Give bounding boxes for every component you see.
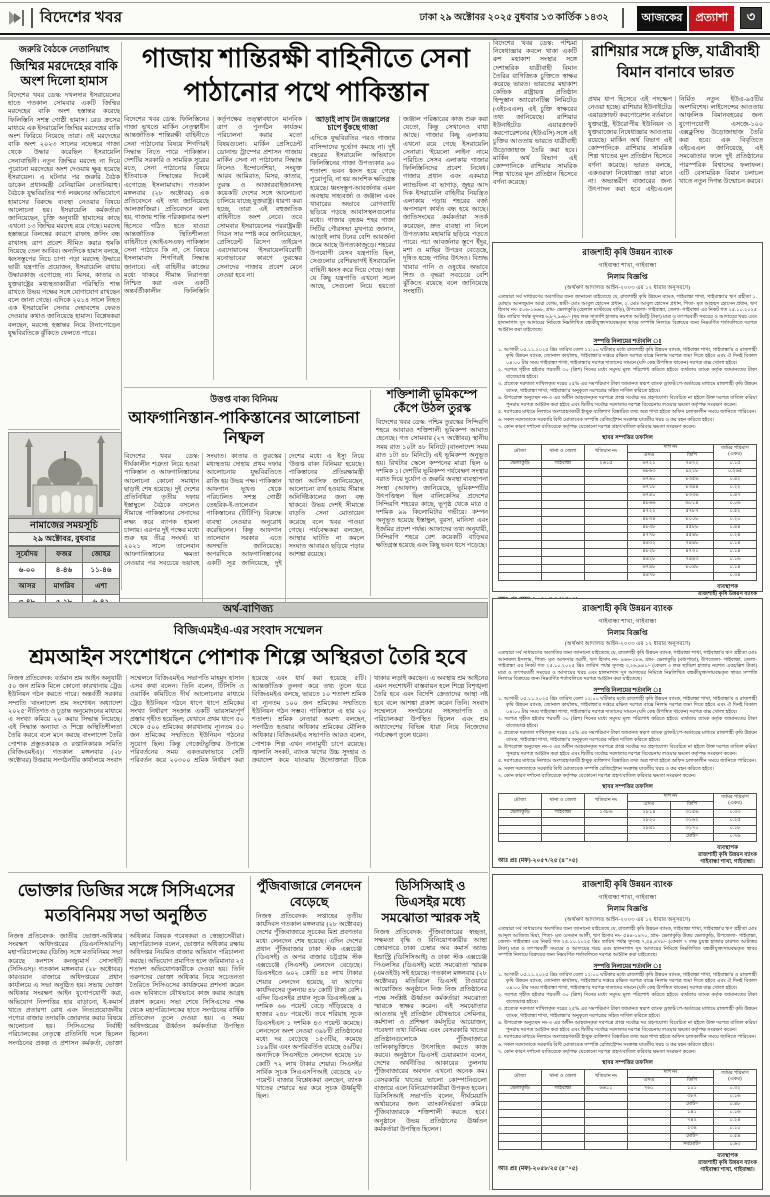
article-economy-kicker: বিজিএমইএ-এর সংবাদ সম্মেলন bbox=[173, 623, 323, 637]
notice1-terms-heading: সম্পত্তি নিলামের শর্তাবলি ঃ bbox=[593, 338, 662, 345]
article-hostage bbox=[8, 42, 120, 429]
notice1-branch: গাইবান্ধা শাখা, গাইবান্ধা bbox=[598, 262, 657, 269]
article-quake-headline: শক্তিশালী ভূমিকম্পে কেঁপে উঠল তুরস্ক bbox=[386, 389, 478, 415]
notice1-signature: ব্যবস্থাপক রাজশাহী কৃষি উন্নয়ন ব্যাংক bbox=[698, 583, 757, 597]
list-item: ৭. কোন কারণ দর্শানো ব্যতিরেকে কর্তৃপক্ষ যেকোনো দরপত্র গ্রহণ/বাতিল করিবার ক্ষমতা সংরক্ষণ করেন। bbox=[498, 774, 696, 780]
article-india bbox=[493, 40, 763, 238]
table-row: ২৩৪ ০.১০ bbox=[499, 1125, 757, 1133]
list-item: ৭. কোন কারণ দর্শানো ব্যতিরেকে কর্তৃপক্ষ যেকোনো দরপত্র গ্রহণ/বাতিল করিবার ক্ষমতা সংরক্ষণ করেন। bbox=[498, 425, 696, 431]
col-dp: ডিপি bbox=[671, 1077, 714, 1085]
article-hostage-headline: জিম্মির মরদেহের বাকি অংশ দিলো হামাস bbox=[10, 59, 118, 88]
notice3-ref-number: আঃ প্রঃ (মফ)-২০৫৮/২৫ (৪"×৫) bbox=[498, 1165, 578, 1172]
economy-section-bar: অর্থ-বাণিজ্য bbox=[8, 602, 488, 618]
col-khatian: খতিয়ান নং bbox=[585, 1069, 628, 1085]
dateline: ঢাকা ২৯ অক্টোবর ২০২৫ বুধবার ১৩ কার্তিক ১৪৩২ bbox=[419, 12, 609, 23]
notice1-intro: এতদ্বারা সর্ব সাধারণের অবগতির জন্য জানানো যাইতেছে যে, রাজশাহী কৃষি উন্নয়ন ব্যাংক, গাইবান্ধা শাখা, গাইবান্ধা'র ঋণ গ্রহীতা ১. মোছাঃ আনজুমান আরা বেগম, স্বামী- মোঃ আবুল হোসেন প্রধান, ২. মোঃ আবুল হোসেন প্রধান, পিতা- মৃত আহম্মদ হোসেন প্রধান, ঋণ হিসাব নং- ৫০৬-১৬৬৮, গ্রাম- ভেলাকুড়ি (হেলাল মাস্টারের বাড়ি), উপজেলা- গাইবান্ধা, জেলা- গাইবান্ধা এর নিকট গত ২৫.১০.২০২৫ খ্রিঃ তারিখ পর্যন্ত সুদসহ ৬,৮৭,৯৬৮/- (ছয় লক্ষ সাতাশি হাজার নয়শত আটষট্টি টাকা) মাত্র ও তৎপরবর্তী সময়ের ও আদায়ের খরচ এবং হালনাগাদ সুদ আদায়ের নিমিত্তে নিম্নলিখিত বন্ধকীযুক্ত/দায়বদ্ধকৃত স্থাবর সম্পত্তি নিলামে বিক্রয়ের জন্য নিম্নবর্ণিত শর্তাবলিতে দরপত্র আহ্বান করা যাইতেছে। bbox=[498, 295, 757, 333]
col-thana: থানা ও জেলা bbox=[542, 793, 585, 809]
table-row: ৬৭৪৮ ৮০৪৮ ০.১৪ bbox=[499, 564, 757, 572]
article-consumer-headline: ভোক্তার ডিজির সঙ্গে সিসিএসের মতবিনিময় সভা অনুষ্ঠিত bbox=[17, 881, 235, 925]
rule-under-hostage bbox=[8, 429, 120, 430]
table-row: ২৮২০ ৩১৬২ ০.২৫ bbox=[499, 817, 757, 825]
list-item: ১. আগামী ০৫.১১.২০২৫ খ্রিঃ তারিখ বেলা ১২:০০ ঘটিকার মধ্যে রাজশাহী কৃষি উন্নয়ন ব্যাংক, গাইবান্ধা শাখা, গাইবান্ধা'র ও রাজশাহী কৃষি উন্নয়ন ব্যাংক, জোনাল কার্যালয়, গাইবান্ধা'র দপ্তরে রক্ষিত দরপত্র বাক্সে নিলাম দরপত্র জমা দিতে হইবে এবং ঐ দিনই বিকাল ০৪:০০ টার সময় গাইবান্ধা শাখা, গাইবান্ধা'র দরপত্র দাতাদের সামনে (যদি কেহ উপস্থিত থাকেন) দরপত্র বাক্স খোলা হইবে। bbox=[498, 696, 757, 715]
table-row: ৪৭৭৮ ৫৫৪৮ ০.২৪ bbox=[499, 532, 757, 540]
list-item: ৬. সকল দরদাতাকে সরকারি বিধি মোতাবেক সম্পত্তি রেজিস্ট্রেশন সংক্রান্ত যাবতীয় খরচ ও কর বহন করিতে হইবে। bbox=[498, 417, 714, 423]
col-sa: এসএ bbox=[628, 801, 671, 809]
notice1-property-table bbox=[498, 444, 757, 581]
table-row: ৪৮৩৪ ৮০০৮ ০.২০ bbox=[499, 516, 757, 524]
article-stock-headline: পুঁজিবাজারে লেনদেন বেড়েছে bbox=[256, 879, 362, 909]
column-rule-quake bbox=[370, 390, 371, 596]
col-dag: দাগ নং bbox=[628, 793, 714, 801]
auction-notice-3 bbox=[492, 874, 763, 1190]
col-dp: ডিপি bbox=[671, 801, 714, 809]
notice3-terms-heading: সম্পত্তি নিলামের শর্তাবলি ঃ bbox=[593, 963, 662, 970]
notice3-conditions bbox=[498, 973, 757, 1057]
article-india-body: প্রথম ধাপ হিসেবে এই পদক্ষেপ নেওয়া হচ্ছে। রাশিয়ার ইউনাইটেড এয়ারক্রাফট করপোরেশন বর্তমানে যুক্তরাষ্ট্র, ইউরোপীয় ইউনিয়ন ও যুক্তরাজ্যের নিষেধাজ্ঞার আওতায় রয়েছে। মার্কিন অর্থ বিভাগ এই কোম্পানিকে রাশিয়ার সামরিক শিল্প খাতের মূল প্রতিষ্ঠান হিসেবে বর্ণনা করেছে। ভারত বলছে, একতরফা নিষেধাজ্ঞা তারা মানে না। অভ্যন্তরীণ বাজারের জন্য উৎপাদন করা হবে এইচএএল নির্মিত নতুন ইউএ‑৯৫টির অংশবিশেষ। লাইসেন্সের আওতায় আঞ্চলিক বিমানবহরের জন্য যুগোপযোগী এসজে‑১০০ এক্সক্লুসিভ উড়োজাহাজ তৈরি করা হবে। এক বিবৃতিতে এইচএএল জানিয়েছে, এই সমঝোতার ফলে দুই প্রতিষ্ঠানের পারস্পরিক বিশ্বাসের ফলাফল। এটি বেসামরিক বিমান চলাচল খাতে নতুন দিগন্ত উন্মোচন করবে। bbox=[588, 96, 763, 194]
article-quake-body: বিদেশের খবর ডেস্ক: পশ্চিম তুরস্কের সিন্দিরগি শহরে আবারও শক্তিশালী ভূমিকম্প আঘাত হেনেছে। গত সোমবার (২৭ অক্টোবর) স্থানীয় সময় রাত ১০টা ৪৮ মিনিটে (বাংলাদেশ সময় রাত ১টা ৪৮ মিনিটে) এই ভূমিকম্প অনুভূত হয়। রিখটার স্কেলে কম্পনের মাত্রা ছিল ৬ দশমিক ১। দেশটির ভূমিকম্প পর্যবেক্ষণ সংস্থার বরাত দিয়ে দুর্যোগ ও জরুরি অবস্থা ব্যবস্থাপনা সংস্থা (আফাদ) জানিয়েছে, ভূমিকম্পটির উৎপত্তিস্থল ছিল বালিকেসির প্রদেশের সিন্দিরগি শহরের কাছে, ভূপৃষ্ঠ থেকে মাত্র ৫ দশমিক ৯৯ কিলোমিটার গভীরে। কম্পন অনুভূত হয়েছে ইস্তাম্বুল, বুরসা, মানিসা এবং ইজমির প্রদেশ পর্যন্ত। আফাদের তথ্য অনুযায়ী, সিন্দিরগি শহরে বেশ কয়েকটি বাড়িঘর ক্ষতিগ্রস্ত হয়েছে এবং কিছু ভবন ধসে পড়েছে। bbox=[376, 419, 488, 550]
table-row: ৬-০০ ৪-৪৬ ১১-৪৬ bbox=[9, 563, 120, 579]
table-row: ৪৪২৮ ৭৪৪৩ ০.১৬ bbox=[499, 556, 757, 564]
table-row: ৬৭৬০ ৮৩৫৬ ০.৪২ bbox=[499, 476, 757, 484]
notice2-title: নিলাম বিজ্ঞপ্তি bbox=[607, 629, 648, 637]
table-row: ৪৮২৮ ৪৭৩১ ০.১৪ bbox=[499, 548, 757, 556]
notice3-bank-name: রাজশাহী কৃষি উন্নয়ন ব্যাংক bbox=[582, 879, 673, 889]
article-hostage-kicker: জরুরি বৈঠকে নেতানিয়াহু bbox=[18, 44, 110, 54]
list-item: ১. আগামী ০৫.১১.২০২৫ খ্রিঃ তারিখ বেলা ১২:০০ ঘটিকার মধ্যে রাজশাহী কৃষি উন্নয়ন ব্যাংক, গাইবান্ধা শাখা, গাইবান্ধা'র ও রাজশাহী কৃষি উন্নয়ন ব্যাংক, জোনাল কার্যালয়, গাইবান্ধা'র দপ্তরে রক্ষিত দরপত্র বাক্সে নিলাম দরপত্র জমা দিতে হইবে এবং ঐ দিনই বিকাল ০৪:০০ টার সময় গাইবান্ধা শাখা, গাইবান্ধা'র দরপত্র দাতাদের সামনে (যদি কেহ উপস্থিত থাকেন) দরপত্র বাক্স খোলা হইবে। bbox=[498, 972, 757, 991]
table-row: মোট= ০.৪৮ bbox=[499, 1101, 757, 1109]
notice2-table-caption: স্থাবর সম্পত্তির তফসিল bbox=[602, 783, 653, 790]
masthead-logo bbox=[637, 6, 734, 31]
section-label: বিদেশের খবর bbox=[40, 9, 123, 26]
article-quake bbox=[376, 388, 488, 605]
table-row: সূর্যোদয় ফজর জোহর bbox=[9, 547, 120, 563]
col-area: জমির পরিমাণ (একর) bbox=[714, 1069, 757, 1085]
table-row: ৬৭৪০ ৮৩৩৬ ০.৪৭ bbox=[499, 492, 757, 500]
article-india-col-rule bbox=[582, 40, 583, 238]
table-row: ভেলাকুড়ি গাইবান্ধা ১৩৮৬ ২৮১৪ ৩১৫৬ ০.৩৩ bbox=[499, 809, 757, 817]
notice3-law-reference: (অর্থঋণ আদালত আইন-২০০৩ এর ১২ ধারার অনুসরণে) bbox=[565, 917, 690, 923]
column-rule-bottom1 bbox=[250, 876, 251, 1190]
top-border bbox=[0, 2, 770, 3]
notice2-terms-heading: সম্পত্তি নিলামের শর্তাবলি ঃ bbox=[593, 687, 662, 694]
table-row: মোট= ০.৭৬ bbox=[499, 833, 757, 841]
notice1-table-caption: স্থাবর সম্পত্তির তফসিল bbox=[602, 434, 653, 441]
article-gaza-rest: এদিকে যুদ্ধবিরতির পরও গাজার বাসিন্দাদের দুর্ভোগ কমছে না। দুই বছরের ইসরায়েলি অভিযানে ফিলিস্তিনের গাজা উপত্যকার ৯০ শতাংশ ভবন ধ্বংস হয়ে গেছে পুরোপুরি, না হয় আংশিক ক্ষতিগ্রস্ত হয়েছে। ধ্বংসস্তূপ-আবর্জনায় এমন অবস্থায় দাহ্যবর্জ্য ও জঞ্জাল এবং খাবারের অভাবে রোগব্যাধি ছড়িয়ে পড়ছে আবাসস্থলগুলোর মধ্যে। গাজার বৃহত্তম শহর গাজা সিটির পৌরসভা মুখপাত্র জানান, আড়াই লাখ টনের বেশি আবর্জনা জমে আছে উপত্যকাজুড়ে। শহরের উপযোগী যেসব যন্ত্রপাতি ছিল, সেগুলোর বেশিরভাগই ইসরায়েলি বাহিনী ধ্বংস করে দিয়ে গেছে। অল্প যে কিছু যন্ত্রপাতি এখনো সচল আছে, সেগুলো নিয়ে হয়তো জঞ্জাল পরিষ্কারের কাজ শুরু করা যেতো, কিন্তু সেখানেও বাধা আছে। গাজার কিছু এলাকায় এখনো রয়ে গেছে ইসরায়েলি সেনারা। 'ইয়েলো লাইন' নামে পরিচিত সেসব এলাকায় গাজার ফিলিস্তিনিদের প্রবেশ নিষেধ। গাজার প্রধান এবং একমাত্র ল্যান্ডফিল বা ভাগাড়, জুহর আদ দিক ইসরায়েলি বাহিনীর নিয়ন্ত্রিত এলাকায় পড়ায় শহরের বর্জ্য অপসারণ কার্যত বন্ধ হয়ে আছে। জাতিসংঘের কর্মকর্তারা সতর্ক করেছেন, দ্রুত ব্যবস্থা না নিলে উপত্যকায় মহামারি ছড়িয়ে পড়তে পারে। পচা আবর্জনার স্তূপে ইঁদুর, মশা ও মাছির উপদ্রব বেড়েছে, দূষিত হচ্ছে পানির উৎসও। বিশুদ্ধ খাবার পানি ও ওষুধের অভাবে শিশু ও বৃদ্ধরা সবচেয়ে বেশি ঝুঁকিতে রয়েছে বলে জানিয়েছে সংস্থাটি। bbox=[310, 116, 488, 296]
list-item: ৩. প্রত্যেক দরদাতা দাখিলকৃত দরের ২৫% এর সমপরিমাণ টাকা জামানত স্বরূপ ব্যাংক ড্রাফট/পে-অর্ডারের মাধ্যমে রাজশাহী কৃষি উন্নয়ন ব্যাংক, গাইবান্ধা শাখা, গাইবান্ধা'র অনুকূলে দরপত্রের সহিত দাখিল করিতে হইবে। bbox=[498, 1007, 757, 1019]
table-row: ২৮৪১ ৩১৭০ ০.১৮ bbox=[499, 825, 757, 833]
col-thana: থানা ও জেলা bbox=[542, 444, 585, 460]
article-dcci-headline: ডিসিসিআই ও ডিএসইর মধ্যে সমঝোতা স্মারক সই bbox=[381, 879, 480, 925]
mosque-photo bbox=[8, 432, 122, 520]
article-economy bbox=[8, 622, 488, 868]
table-row: ৬৭১৮ ৮৩৪৪ ০.২২ bbox=[499, 484, 757, 492]
col-area: জমির পরিমাণ (একর) bbox=[714, 793, 757, 809]
list-item: ৩. প্রত্যেক দরদাতা দাখিলকৃত দরের ২৫% এর সমপরিমাণ টাকা জামানত স্বরূপ ব্যাংক ড্রাফট/পে-অর্ডারের মাধ্যমে রাজশাহী কৃষি উন্নয়ন ব্যাংক, গাইবান্ধা শাখা, গাইবান্ধা'র অনুকূলে দরপত্রের সহিত দাখিল করিতে হইবে। bbox=[498, 731, 757, 743]
notice1-bank-name: রাজশাহী কৃষি উন্নয়ন ব্যাংক bbox=[582, 247, 673, 257]
article-stock-body: নিজস্ব প্রতিবেদক: সপ্তাহের তৃতীয় কার্যদিবস গতকাল মঙ্গলবার (২৮ অক্টোবর) দেশের পুঁজিবাজারে সূচকের মিশ্র প্রবণতার মধ্যে লেনদেন শেষ হয়েছে। এদিন দেশের প্রধান পুঁজিবাজার ঢাকা স্টক এক্সচেঞ্জ (ডিএসই) ও অপর বাজার চট্টগ্রাম স্টক এক্সচেঞ্জে (সিএসই) লেনদেন বেড়েছে। ডিএসইতে ৬০২ কোটি ৪৫ লাখ টাকার শেয়ার লেনদেন হয়েছে, যা আগের কার্যদিবসের তুলনায় ৪৮ কোটি টাকা বেশি। এদিন ডিএসইর প্রধান সূচক ডিএসইএক্স ৯ দশমিক ৬৬ পয়েন্ট বেড়ে দাঁড়িয়েছে ৫ হাজার ২৪৮ পয়েন্টে। তবে শরিয়াহ সূচক ডিএসইএস ১ দশমিক ৪৩ পয়েন্ট কমেছে। লেনদেনে অংশ নেওয়া ৩৯৮টি প্রতিষ্ঠানের মধ্যে দর বেড়েছে ১৫৩টির, কমেছে ১৮৯টির এবং অপরিবর্তিত রয়েছে ৫৬টির। অন্যদিকে সিএসইতে লেনদেন হয়েছে ১৮ কোটি ৭২ লাখ টাকার শেয়ার। সিএসইর সার্বিক সূচক সিএএসপিআই বেড়েছে ২৮ পয়েন্ট। বাজার বিশ্লেষকরা বলছেন, ব্যাংক খাতের শেয়ারে ভর করে সূচক ঊর্ধ্বমুখী ছিল। bbox=[256, 913, 362, 1101]
col-mouza: মৌজা bbox=[499, 1069, 542, 1085]
notice2-ref-number: আঃ প্রঃ (মফ)-২০৫৭/২৫ (৪"×৫) bbox=[498, 857, 578, 864]
col-dp: ডিপি bbox=[671, 452, 714, 460]
list-item: ৬. সকল দরদাতাকে সরকারি বিধি মোতাবেক সম্পত্তি রেজিস্ট্রেশন সংক্রান্ত যাবতীয় খরচ ও কর বহন করিতে হইবে। bbox=[498, 766, 714, 772]
auction-notice-1 bbox=[492, 242, 763, 597]
notice2-intro: এতদ্বারা সর্ব সাধারণের অবগতির জন্য জানানো যাইতেছে যে, রাজশাহী কৃষি উন্নয়ন ব্যাংক, গাইবান্ধা শাখা, গাইবান্ধা'র ঋণ গ্রহীতা মোঃ আনারুল ইসলাম, পিতা- মৃত আফসার আলী, ঋণ হিসাব নং- ৪৬৬-২৮৬, গ্রাম- ভেলাকুড়ি (মধ্যপাড়া), উপজেলা- গাইবান্ধা, জেলা- গাইবান্ধা এর নিকট গত ২৫.১০.২০২৫ খ্রিঃ তারিখ পর্যন্ত সুদসহ ৩,২৬,৯৪১/- (কেবল ৩ লক্ষ ছাব্বিশ হাজার নয়শত একচল্লিশ টাকা) মাত্র ও তৎপরবর্তী সময়ের ও আদায়ের খরচ এবং হালনাগাদ সুদ আদায়ের নিমিত্তে নিম্নলিখিত বন্ধকীযুক্ত/দায়বদ্ধকৃত স্থাবর সম্পত্তি নিলামে বিক্রয়ের জন্য নিম্নবর্ণিত শর্তাবলিতে দরপত্র আহ্বান করা যাইতেছে। bbox=[498, 651, 757, 683]
col-khatian: খতিয়ান নং bbox=[585, 793, 628, 809]
rule-above-bottom bbox=[8, 872, 488, 873]
article-india-headline: রাশিয়ার সঙ্গে চুক্তি, যাত্রীবাহী বিমান বানাবে ভারত bbox=[591, 44, 760, 81]
article-dcci-body: নিজস্ব প্রতিবেদক: পুঁজিবাজারের স্বচ্ছতা, সক্ষমতা বৃদ্ধি ও বিনিয়োগকারীর আস্থা জোরদারে ঢাকা চেম্বার অব কমার্স অ্যান্ড ইন্ডাস্ট্রি (ডিসিসিআই) ও ঢাকা স্টক এক্সচেঞ্জ পিএলসির (ডিএসই) মধ্যে সমঝোতা স্মারক (এমওইউ) সই হয়েছে। গতকাল মঙ্গলবার (২৮ অক্টোবর) মতিঝিলে ডিএসই টাওয়ারে আয়োজিত অনুষ্ঠানে নিজ নিজ প্রতিষ্ঠানের পক্ষে সংশ্লিষ্ট ঊর্ধ্বতন কর্মকর্তারা সমঝোতা স্মারকে স্বাক্ষর করেন। এই সমঝোতার আওতায় দুই প্রতিষ্ঠান যৌথভাবে সেমিনার, কর্মশালা ও প্রশিক্ষণ কর্মসূচির আয়োজন, গবেষণা তথ্য বিনিময় এবং বেসরকারি খাতের প্রতিষ্ঠানগুলোকে পুঁজিবাজারে তালিকাভুক্তিতে উৎসাহিত করতে কাজ করবে। অনুষ্ঠানে ডিএসই চেয়ারম্যান বলেন, দেশের অর্থনীতির আকারের তুলনায় পুঁজিবাজারের অবদান এখনো অনেক কম। বেসরকারি খাতের ভালো কোম্পানিগুলো বাজারে এলে বিনিয়োগকারীরা উপকৃত হবেন। ডিসিসিআই সভাপতি বলেন, দীর্ঘমেয়াদি অর্থায়নের জন্য ব্যাংকনির্ভরতা কমিয়ে পুঁজিবাজারকে শক্তিশালী করতে হবে। অনুষ্ঠানে উভয় প্রতিষ্ঠানের ঊর্ধ্বতন কর্মকর্তারা উপস্থিত ছিলেন। bbox=[374, 929, 487, 1133]
notice2-bank-name: রাজশাহী কৃষি উন্নয়ন ব্যাংক bbox=[582, 603, 673, 613]
notice2-conditions bbox=[498, 697, 757, 781]
list-item: ৫. দরপত্রের মাধ্যমে নিলামে অংশগ্রহণকারী ইচ্ছুক ব্যক্তিগণ বিস্তারিত তথ্য অত্র শাখা হইতে অফিস চলাকালীন সময়ে জানিতে পারিবেন। bbox=[498, 759, 757, 765]
article-consumer bbox=[8, 878, 244, 1161]
list-item: ৪. উপরোক্ত অনুচ্ছেদ নং-৩ এর অধীন আহবানকৃত দরপত্রে প্রাপ্ত সর্বোচ্চ দর গ্রহণযোগ্য বিবেচিত না হইলে উক্ত দরপত্র বাতিল করিয়া পুনরায় দরপত্র আহ্বান করা হইবে এবং দ্বিতীয় সর্বোচ্চ দরদাতার দরপত্র বিবেচনায় লওয়ার ক্ষমতা কর্তৃপক্ষ সংরক্ষণ করেন। bbox=[498, 1021, 757, 1033]
notice2-law-reference: (অর্থঋণ আদালত আইন-২০০৩ এর ১২ ধারার অনুসরণে) bbox=[565, 641, 690, 647]
table-row: আসর মাগরিব এশা bbox=[9, 579, 120, 595]
list-item: ১. আগামী ০৫.১১.২০২৫ খ্রিঃ তারিখ বেলা ১২:০০ ঘটিকার মধ্যে রাজশাহী কৃষি উন্নয়ন ব্যাংক, গাইবান্ধা শাখা, গাইবান্ধা'র ও রাজশাহী কৃষি উন্নয়ন ব্যাংক, জোনাল কার্যালয়, গাইবান্ধা'র দপ্তরে রক্ষিত দরপত্র বাক্সে নিলাম দরপত্র জমা দিতে হইবে এবং ঐ দিনই বিকাল ০৪:০০ টার সময় গাইবান্ধা শাখা, গাইবান্ধা'র দরপত্র দাতাদের সামনে (যদি কেহ উপস্থিত থাকেন) দরপত্র বাক্স খোলা হইবে। bbox=[498, 347, 757, 366]
notice3-table-caption: স্থাবর সম্পত্তির তফসিল bbox=[602, 1059, 653, 1066]
column-rule-bottom2 bbox=[368, 876, 369, 1190]
col-dag: দাগ নং bbox=[628, 444, 714, 452]
article-consumer-body: নিজস্ব প্রতিবেদক: জাতীয় ভোক্তা-অধিকার সংরক্ষণ অধিদপ্তরের (ডিএনসিআরপি) মহাপরিচালকের (ডিজি) সঙ্গে মতবিনিময় সভা করেছে কনশাস কনজ্যুমার্স সোসাইটি (সিসিএস)। গতকাল মঙ্গলবার (২৮ অক্টোবর) কারওয়ান বাজারে অধিদপ্তরের প্রধান কার্যালয়ে এ সভা অনুষ্ঠিত হয়। সভায় ভোক্তা অধিকার সংরক্ষণ আইন যুগোপযোগী করা, অভিযোগ নিষ্পত্তির হার বাড়ানো, ই-কমার্স খাতে প্রতারণা রোধ এবং নিত্যপ্রয়োজনীয় পণ্যের বাজার তদারকি জোরদার করার বিষয়ে আলোচনা হয়। সিসিএসের নির্বাহী পরিচালকের নেতৃত্বে প্রতিনিধি দলে ছিলেন সংগঠনের প্রকল্প ও প্রশাসন কর্মকর্তা, ভোক্তা অধিকার বিষয়ক গবেষকরা ও স্বেচ্ছাসেবীরা। মহাপরিচালক বলেন, ভোক্তার অধিকার রক্ষায় অধিদপ্তর নিয়মিত বাজার অভিযান পরিচালনা করছে। অভিযোগ প্রমাণিত হলে জরিমানার ২৫ শতাংশ অভিযোগকারীকে দেওয়া হয়। তিনি তরুণদের ভোক্তা অধিকার নিয়ে সচেতনতা তৈরিতে সিসিএসের কার্যক্রমের প্রশংসা করেন এবং ভবিষ্যতে যৌথভাবে কাজ করার আগ্রহ প্রকাশ করেন। সভা শেষে সিসিএসের পক্ষ থেকে মহাপরিচালকের হাতে সংগঠনের বার্ষিক প্রতিবেদন তুলে দেওয়া হয়। এ সময় অধিদপ্তরের ঊর্ধ্বতন কর্মকর্তারা উপস্থিত ছিলেন। bbox=[8, 933, 244, 1047]
article-economy-body: নিজস্ব প্রতিবেদক: বর্তমান শ্রম আইন অনুযায়ী ৫০ জন শ্রমিক মিলে কোনো কারখানায় ট্রেড ইউনিয়ন গঠন করতে পারে। অন্তর্বর্তী সরকার সম্প্রতি 'বাংলাদেশ শ্রম সংশোধন অধ্যাদেশ ২০২৫' নীতিগত ও চূড়ান্ত অনুমোদনের মাধ্যমে এ সংখ্যা কমিয়ে ২০ করার সিদ্ধান্ত নিয়েছে। এই সিদ্ধান্ত অন্যায্য ও শিল্পে অস্থিতিশীলতা তৈরি করবে বলে মনে করছে বাংলাদেশ তৈরি পোশাক প্রস্তুতকারক ও রপ্তানিকারক সমিতি (বিজিএমইএ)। গতকাল মঙ্গলবার (২৮ অক্টোবর) উত্তরায় সংগঠনটির কার্যালয়ে সংবাদ সম্মেলনে বিজিএমইএ সভাপতি মাহমুদ হাসান এসব কথা বলেন। তিনি বলেন, টিসিসি ও ওয়ার্কিং কমিটিতে দীর্ঘ আলোচনার মাধ্যমে ট্রেড ইউনিয়ন গঠনে ধাপে ধাপে শ্রমিকের সংখ্যা নির্ধারণ সংক্রান্ত একটি ভারসাম্যপূর্ণ প্রস্তাব গৃহীত হয়েছিল; যেখানে প্রথম ধাপে ৫০ থেকে ৫০০ শ্রমিকের কারখানায় ন্যূনতম ৫০ জন শ্রমিকের সম্মতিতে ইউনিয়ন গঠনের সুযোগ ছিল। কিন্তু গেজেটভুক্তির উপান্তে পরিবর্তনের সময় একতরফাভাবে সেটি পরিবর্তন করে ২০৩০০ শ্রমিক নির্ধারণ করা হয়েছে এবং ধার্য করা হয়েছে ৫টি। আন্তর্জাতিক তুলনা করে তথ্য তুলে ধরে বিজিএমইএ বলছে, ভারতে ১০ শতাংশ শ্রমিক বা ন্যূনতম ১০০ জন শ্রমিকের সম্মতিতে ইউনিয়ন গঠন সম্ভব। পাকিস্তানে এ হার ২০ শতাংশ। শ্রমিক নেতারা অবশ্য বলছেন, সংগঠিত হওয়ার অধিকার শ্রমিকের মৌলিক অধিকার। বিজিএমইএ সভাপতি আরও বলেন, পোশাক শিল্প এখন নানামুখী চাপে রয়েছে। জ্বালানি সংকট, ব্যাংক ঋণের উচ্চ সুদহার ও ক্রয়াদেশ কমে যাওয়ায় উদ্যোক্তারা টিকে থাকার লড়াই করছেন। এ অবস্থায় শ্রম আইনের এমন সংশোধনী বাস্তবায়ন হলে শিল্পে বিশৃঙ্খলা তৈরি হবে এবং বিদেশি ক্রেতাদের আস্থা নষ্ট হবে বলে আশঙ্কা প্রকাশ করেন তিনি। সংবাদ সম্মেলনে সংগঠনের সহসভাপতি ও পরিচালকরা উপস্থিত ছিলেন এবং শ্রম অধ্যাদেশের বিভিন্ন ধারা নিয়ে নিজেদের পর্যবেক্ষণ তুলে ধরেন। bbox=[8, 675, 488, 765]
col-mouza: মৌজা bbox=[499, 444, 542, 460]
list-item: ৬. সকল দরদাতাকে সরকারি বিধি মোতাবেক সম্পত্তি রেজিস্ট্রেশন সংক্রান্ত যাবতীয় খরচ ও কর বহন করিতে হইবে। bbox=[498, 1042, 714, 1048]
notice1-conditions bbox=[498, 348, 757, 432]
table-row: সর্বমোট= ০.৬৩ bbox=[499, 1141, 757, 1149]
list-item: ৩. প্রত্যেক দরদাতা দাখিলকৃত দরের ২৫% এর সমপরিমাণ টাকা জামানত স্বরূপ ব্যাংক ড্রাফট/পে-অর্ডারের মাধ্যমে রাজশাহী কৃষি উন্নয়ন ব্যাংক, গাইবান্ধা শাখা, গাইবান্ধা'র অনুকূলে দরপত্রের সহিত দাখিল করিতে হইবে। bbox=[498, 382, 757, 394]
article-afghan bbox=[124, 392, 364, 613]
article-economy-headline: শ্রমআইন সংশোধনে পোশাক শিল্পে অস্থিরতা তৈরি হবে bbox=[29, 645, 467, 669]
header-divider bbox=[31, 8, 33, 28]
col-khatian: খতিয়ান নং bbox=[585, 444, 628, 460]
col-thana: থানা ও জেলা bbox=[542, 1069, 585, 1085]
header-rule-dark bbox=[0, 33, 770, 35]
article-afghan-body: বিদেশের খবর ডেস্ক: দীর্ঘকালীন শত্রুতা নিয়ে হওয়া পাকিস্তান ও আফগানিস্তানের আলোচনা কোনো সমাধান ছাড়াই শেষ হয়েছে। দুই দেশের প্রতিনিধিরা তৃতীয় দফায় ইস্তাম্বুলে বৈঠকে বসলেও সীমান্তে পাকিস্তানের সেনাদের লক্ষ্য করে ব্যাপক হামলা চালায়। এরপর দুই পক্ষের মধ্যে শুরু হয় তীব্র সংঘর্ষ। যা ২০২১ সালে তালেবান আফগানিস্তানের ক্ষমতা নেওয়ার পর সবচেয়ে ভয়াবহ সংঘাত। কাতার ও তুরস্কের মধ্যস্থতায় দোহায় প্রথম দফার আলোচনায় যুদ্ধবিরতিতে রাজি হয় উভয় পক্ষ। পাকিস্তান আফগান ভূখণ্ড থেকে পরিচালিত সশস্ত্র গোষ্ঠী তেহরিক-ই-তালেবান পাকিস্তানের (টিটিপি) বিরুদ্ধে ব্যবস্থা নেওয়ার অনুরোধ করেছিলেন। কিন্তু আফগান তালেবান সরকার এতে অসম্মতি জানিয়েছে। অপরদিকে আফগানিস্তানের একটি সূত্র জানিয়েছে, দুই দেশের মধ্যে এ ইস্যু নিয়ে 'উত্তপ্ত বাক্য বিনিময়' হয়েছে। পাকিস্তানের প্রতিরক্ষামন্ত্রী খাজা আসিফ জানিয়েছেন, আলোচনা ব্যর্থ হওয়ায় সীমান্ত অনির্দিষ্টকালের জন্য বন্ধ থাকবে। উভয় দেশই সীমান্তে বাড়তি সেনা মোতায়েন করেছে বলে খবর পাওয়া গেছে। পর্যবেক্ষকরা বলছেন, আস্থার ঘাটতি না কমলে সংঘাত আবারও ছড়িয়ে পড়ার আশঙ্কা রয়েছে। bbox=[124, 453, 364, 567]
list-item: ২. দরপত্র গৃহীত হইবার পরবর্তী ৩০ (ত্রিশ) দিনের মধ্যে সমুদয় মূল্য পরিশোধ করিতে হইবে। ব্যর্থতায় ব্যাংক কর্তৃক জামানতের টাকা বাজেয়াপ্ত হইবে। bbox=[498, 993, 757, 1005]
article-gaza-headline: গাজায় শান্তিরক্ষী বাহিনীতে সেনা পাঠানোর পথে পাকিস্তান bbox=[141, 44, 471, 107]
table-row: ৪৪৭৮ ০.৩৪ bbox=[499, 572, 757, 580]
article-gaza-body bbox=[124, 116, 488, 380]
masthead-divider bbox=[622, 8, 624, 28]
list-item: ৫. দরপত্রের মাধ্যমে নিলামে অংশগ্রহণকারী ইচ্ছুক ব্যক্তিগণ বিস্তারিত তথ্য অত্র শাখা হইতে অফিস চলাকালীন সময়ে জানিতে পারিবেন। bbox=[498, 1035, 757, 1041]
prayer-schedule-title: নামাজের সময়সূচি bbox=[8, 518, 120, 533]
masthead-word-red: প্রত্যাশা bbox=[689, 6, 734, 31]
notice2-property-table bbox=[498, 793, 757, 842]
table-row: ভেলাকুড়ি গাইবান্ধা ৬৬১১ ৭৬১ ১০১ ০.৩২ bbox=[499, 1085, 757, 1093]
table-row: ৪৮৩৮ ৫৫৮৮ ০.৪৪ bbox=[499, 524, 757, 532]
notice1-law-reference: (অর্থঋণ আদালত আইন-২০০৩ এর ১২ ধারার অনুসরণে) bbox=[565, 285, 690, 291]
notice3-title: নিলাম বিজ্ঞপ্তি bbox=[607, 905, 648, 913]
article-stock bbox=[256, 878, 362, 1185]
section-flag-icon bbox=[8, 9, 24, 27]
table-row: ৪৮৬৬ ৬০১৪ ০.০৬ bbox=[499, 500, 757, 508]
column-rule-right bbox=[489, 42, 490, 1190]
col-sa: এসএ bbox=[628, 1077, 671, 1085]
notice2-signature: ব্যবস্থাপক রাজশাহী কৃষি উন্নয়ন ব্যাংক গাইবান্ধা শাখা, গাইবান্ধা। bbox=[698, 844, 757, 865]
article-india-lead: বিদেশের খবর ডেস্ক: পশ্চিমা নিষেধাজ্ঞার কবলে থাকা একটি রুশ মহাকাশ সংস্থার সঙ্গে দেশান্তরিক যাত্রীবাহী বিমান তৈরির বাণিজ্যিক চুক্তিতে স্বাক্ষর করেছে ভারত। ভারতের মহাকাশ কেন্দ্রিক রাষ্ট্রায়ত্ত প্রতিষ্ঠান হিন্দুস্তান অ্যারোনটিক্স লিমিটেড (এইচএএল) এই চুক্তি স্বাক্ষরের তথ্য জানিয়েছে। রাশিয়ার ইউনাইটেড এয়ারক্রাফট করপোরেশনের (ইউএসি) সঙ্গে এই চুক্তির আওতায় ভারতে যাত্রীবাহী উড়োজাহাজ তৈরি করা হবে। মার্কিন অর্থ বিভাগ এই কোম্পানিকে রাশিয়ার সামরিক শিল্প খাতের মূল প্রতিষ্ঠান হিসেবে বর্ণনা করেছে। bbox=[493, 40, 577, 187]
table-row: ভেলাকুড়ি গাইবান্ধা ২৬১৫ ৬৭২১ ৭৪৭২ ০.১৫ bbox=[499, 460, 757, 468]
table-row: ৬৮৬৩ ৯২১৮ ০.২৬৫ bbox=[499, 468, 757, 476]
article-afghan-kicker: উত্তপ্ত বাক্য বিনিময় bbox=[210, 394, 278, 404]
masthead-word-black: আজকের bbox=[637, 6, 688, 31]
table-row: ১৪১ ০.১৬ bbox=[499, 1109, 757, 1117]
page-header bbox=[8, 6, 762, 30]
notice3-intro: এতদ্বারা সর্ব সাধারণের অবগতির জন্য জানানো যাইতেছে যে, রাজশাহী কৃষি উন্নয়ন ব্যাংক, গাইবান্ধা শাখা, গাইবান্ধা'র ঋণ গ্রহীতা মোঃ আব্দুল আজিজ মিয়া, পিতা- মৃত ওসমান আলী, ঋণ হিসাব নং- ৫৪৪-১৪৭০, গ্রাম- ভেলাকুড়ি উত্তর ভেলাকুড়ি, উপজেলা- গাইবান্ধা, জেলা- গাইবান্ধা এর নিকট গত ২৫.১০.২০২৫ খ্রিঃ তারিখ পর্যন্ত সুদসহ ৭,৫৪,৪৭৮/- (কেবল ৭ লক্ষ চুয়ান্ন হাজার চারশত আটাত্তর টাকা) মাত্র ও তৎপরবর্তী সময়ের ও আদায়ের খরচ এবং হালনাগাদ সুদ আদায়ের নিমিত্তে নিম্নলিখিত বন্ধকীযুক্ত/দায়বদ্ধকৃত স্থাবর সম্পত্তি নিলামে বিক্রয়ের জন্য নিম্নবর্ণিত শর্তাবলিতে দরপত্র আহ্বান করা যাইতেছে। bbox=[498, 927, 757, 959]
table-row: মোট= ০.৫৪ bbox=[499, 1133, 757, 1141]
list-item: ৭. কোন কারণ দর্শানো ব্যতিরেকে কর্তৃপক্ষ যেকোনো দরপত্র গ্রহণ/বাতিল করিবার ক্ষমতা সংরক্ষণ করেন। bbox=[498, 1050, 696, 1056]
list-item: ৫. দরপত্রের মাধ্যমে নিলামে অংশগ্রহণকারী ইচ্ছুক ব্যক্তিগণ বিস্তারিত তথ্য অত্র শাখা হইতে অফিস চলাকালীন সময়ে জানিতে পারিবেন। bbox=[498, 410, 757, 416]
article-dcci bbox=[374, 878, 487, 1197]
col-dag: দাগ নং bbox=[628, 1069, 714, 1077]
notice2-branch: গাইবান্ধা শাখা, গাইবান্ধা bbox=[598, 618, 657, 625]
list-item: ২. দরপত্র গৃহীত হইবার পরবর্তী ৩০ (ত্রিশ) দিনের মধ্যে সমুদয় মূল্য পরিশোধ করিতে হইবে। ব্যর্থতায় ব্যাংক কর্তৃক জামানতের টাকা বাজেয়াপ্ত হইবে। bbox=[498, 368, 757, 380]
table-row: ৩৮৭ ০.১৬ bbox=[499, 1093, 757, 1101]
article-gaza bbox=[124, 42, 488, 380]
page-number: ৩ bbox=[740, 7, 762, 29]
col-area: জমির পরিমাণ (একর) bbox=[714, 444, 757, 460]
article-gaza-lead: বিদেশের খবর ডেস্ক: ফিলিস্তিনের গাজা ভূখণ্ডে মার্কিন নেতৃত্বাধীন আন্তর্জাতিক শান্তিরক্ষী বাহিনীতে সেনা পাঠানোর বিষয়ে শিগগিরই সিদ্ধান্ত নিতে পারে পাকিস্তান। দেশটির সরকারি ও সামরিক সূত্রের মতে, সেনা পাঠানোর বিষয়ে ইতিবাচক সিদ্ধান্তের দিকেই এগোচ্ছে ইসলামাবাদ। গতকাল মঙ্গলবার (২৮ অক্টোবর) এক প্রতিবেদনে এই তথ্য জানিয়েছে আলজাজিরা। প্রতিবেদনে বলা হয়, গাজায় শান্তি পরিকল্পনার অংশ হিসেবে গঠিত হতে যাওয়া আন্তর্জাতিক স্থিতিশীলতা বাহিনীতে (আইএসএফ) পাকিস্তান সেনা পাঠাবে কি না, সে বিষয়ে ইসলামাবাদ শিগগিরই সিদ্ধান্ত জানাবে। এই বাহিনীর কাজের মধ্যে থাকবে সীমান্ত নিরাপত্তা নিশ্চিত করা এবং একটি অন্তর্বর্তীকালীন ফিলিস্তিনি কর্তৃপক্ষের তত্ত্বাবধানে মানবিক ত্রাণ ও পুনর্গঠন কার্যক্রম পরিচালনা করার মতো বিষয়গুলো। মার্কিন প্রেসিডেন্ট ডোনাল্ড ট্রাম্পের প্রশাসন গাজায় মার্কিন সেনা না পাঠানোর সিদ্ধান্ত নিলেও ইন্দোনেশিয়া, সংযুক্ত আরব আমিরাত, মিসর, কাতার, তুরস্ক ও আজারবাইজানসহ কয়েকটি দেশের সঙ্গে আলোচনা চালিয়ে যাচ্ছে যুক্তরাষ্ট্র। ধারণা করা হচ্ছে, তারা এই বহুজাতিক বাহিনীতে অংশ নেবে। তবে সোমবার ইসরায়েলের পররাষ্ট্রমন্ত্রী গিডন সার স্পষ্ট করে জানিয়েছেন, প্রেসিডেন্ট রিসেপ তাইয়েপ এরদোয়ানের 'ইসরায়েলবিরোধী মনোভাবের' কারণে তুরস্কের সেনাদের গাজায় প্রবেশ মেনে নেওয়া হবে না। bbox=[124, 116, 302, 296]
article-gaza-subhead: আড়াই লাখ টন জঞ্জালের চাপে ধুঁকছে গাজা bbox=[315, 115, 390, 133]
auction-notice-2 bbox=[492, 598, 763, 868]
table-row: ৪৭২২ ৫৭৮৭ ০.৫২ bbox=[499, 508, 757, 516]
table-row: ৭৪২ ০.২৪ bbox=[499, 1117, 757, 1125]
col-mouza: মৌজা bbox=[499, 793, 542, 809]
prayer-schedule-date: ২৯ অক্টোবর, বুধবার bbox=[8, 533, 120, 546]
article-hostage-body: বিদেশের খবর ডেস্ক: দখলদার ইসরায়েলের হাতে গতকাল সোমবার একটি জিম্মির মরদেহের বাকি অংশ হস্তান্তর করেছে ফিলিস্তিনি সশস্ত্র গোষ্ঠী হামাস। রেড ক্রসের মাধ্যমে এক ইসরায়েলি জিম্মির মরদেহের বাকি অংশ ফিরিয়ে নিয়েছে তারা। ওই মরদেহের বাকি অংশ ২০২৩ সালের নভেম্বরে গাজা থেকে উদ্ধার করেছিল ইসরায়েলি সেনাবাহিনী। নতুন জিম্মির মরদেহ না দিয়ে পুরোনো মরদেহের অংশ দেওয়ায় ক্ষুব্ধ হয়েছে ইসরায়েল। এ ঘটনার পর জরুরি বৈঠক ডাকেন প্রধানমন্ত্রী বেনিয়ামিন নেতানিয়াহু। বৈঠকে যুদ্ধবিরতির শর্ত লঙ্ঘনের অভিযোগে হামাসের বিরুদ্ধে ব্যবস্থা নেওয়ার বিষয়ে আলোচনা হয়। ইসরায়েলি কর্মকর্তারা জানিয়েছেন, চুক্তি অনুযায়ী হামাসের কাছে এখনো ১৩ জিম্মির মরদেহ রয়ে গেছে। মরদেহ হস্তান্তরে বিলম্বের কারণে রাফাহ ক্রসিং বন্ধ রাখাসহ ত্রাণ প্রবেশ সীমিত করার হুমকি দিয়েছে তেল আবিব। অন্যদিকে হামাস বলছে, ধ্বংসস্তূপের নিচে চাপা পড়া মরদেহ উদ্ধারে ভারী যন্ত্রপাতি প্রয়োজন, ইসরায়েলি বাধায় উদ্ধারকাজ এগোচ্ছে না। মিসর, কাতার ও যুক্তরাষ্ট্রের মধ্যস্থতাকারীরা পরিস্থিতি শান্ত রাখতে উভয় পক্ষের সঙ্গে যোগাযোগ রাখছেন বলে জানা গেছে। এদিকে ২০১৪ সালে নিহত এক ইসরায়েলি সেনার দেহাবশেষ ফেরত দেওয়ার কথাও জানিয়েছে হামাস। বিশ্লেষকরা বলছেন, মরদেহ হস্তান্তর নিয়ে টানাপোড়েন যুদ্ধবিরতিকে ঝুঁকিতে ফেলতে পারে। bbox=[8, 92, 120, 337]
notice3-branch: গাইবান্ধা শাখা, গাইবান্ধা bbox=[598, 894, 657, 901]
notice3-signature: ব্যবস্থাপক রাজশাহী কৃষি উন্নয়ন ব্যাংক গাইবান্ধা শাখা, গাইবান্ধা। bbox=[698, 1152, 757, 1173]
notice3-property-table bbox=[498, 1069, 757, 1150]
table-row: ৪৪৩২ ৭৪৪৮ ০.১৪ bbox=[499, 540, 757, 548]
article-afghan-headline: আফগানিস্তান-পাকিস্তানের আলোচনা নিষ্ফল bbox=[128, 410, 360, 447]
notice1-title: নিলাম বিজ্ঞপ্তি bbox=[607, 273, 648, 281]
list-item: ৪. উপরোক্ত অনুচ্ছেদ নং-৩ এর অধীন আহবানকৃত দরপত্রে প্রাপ্ত সর্বোচ্চ দর গ্রহণযোগ্য বিবেচিত না হইলে উক্ত দরপত্র বাতিল করিয়া পুনরায় দরপত্র আহ্বান করা হইবে এবং দ্বিতীয় সর্বোচ্চ দরদাতার দরপত্র বিবেচনায় লওয়ার ক্ষমতা কর্তৃপক্ষ সংরক্ষণ করেন। bbox=[498, 745, 757, 757]
list-item: ২. দরপত্র গৃহীত হইবার পরবর্তী ৩০ (ত্রিশ) দিনের মধ্যে সমুদয় মূল্য পরিশোধ করিতে হইবে। ব্যর্থতায় ব্যাংক কর্তৃক জামানতের টাকা বাজেয়াপ্ত হইবে। bbox=[498, 717, 757, 729]
list-item: ৪. উপরোক্ত অনুচ্ছেদ নং-৩ এর অধীন আহবানকৃত দরপত্রে প্রাপ্ত সর্বোচ্চ দর গ্রহণযোগ্য বিবেচিত না হইলে উক্ত দরপত্র বাতিল করিয়া পুনরায় দরপত্র আহ্বান করা হইবে এবং দ্বিতীয় সর্বোচ্চ দরদাতার দরপত্র বিবেচনায় লওয়ার ক্ষমতা কর্তৃপক্ষ সংরক্ষণ করেন। bbox=[498, 396, 757, 408]
col-sa: এসএ bbox=[628, 452, 671, 460]
